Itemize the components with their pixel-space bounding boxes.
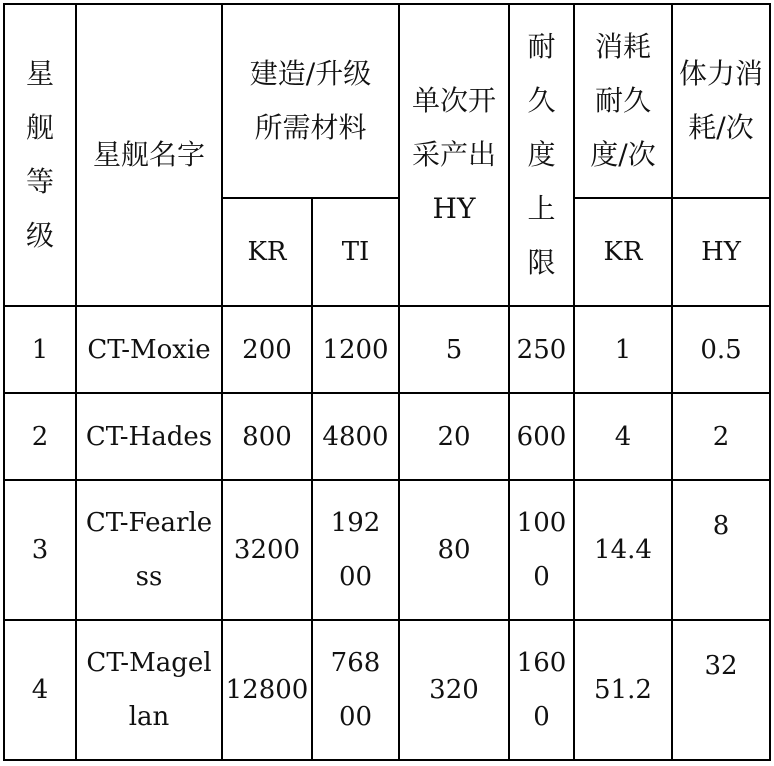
header-durability: 耐久度上限: [509, 4, 574, 306]
cell-stamina: 32: [672, 620, 770, 760]
table-row: [4, 620, 770, 760]
cell-durability-cost: 51.2: [574, 620, 672, 760]
cell-name: CT-Fearless: [76, 480, 222, 620]
cell-level: 2: [4, 393, 76, 480]
cell-ti: 76800: [312, 620, 399, 760]
cell-durability-cost: 1: [574, 306, 672, 393]
header-name: 星舰名字: [76, 4, 222, 306]
table-row: [4, 393, 770, 480]
cell-output: 5: [399, 306, 509, 393]
cell-ti: 19200: [312, 480, 399, 620]
cell-output: 80: [399, 480, 509, 620]
cell-level: 4: [4, 620, 76, 760]
header-ti: TI: [312, 198, 399, 306]
header-durability-cost-unit: KR: [574, 198, 672, 306]
header-mining-output: 单次开采产出HY: [399, 4, 509, 306]
ship-stats-table: [3, 3, 771, 761]
cell-output: 320: [399, 620, 509, 760]
cell-kr: 3200: [222, 480, 312, 620]
table-row: [4, 480, 770, 620]
cell-ti: 4800: [312, 393, 399, 480]
cell-name: CT-Magellan: [76, 620, 222, 760]
cell-durability: 250: [509, 306, 574, 393]
header-kr: KR: [222, 198, 312, 306]
cell-kr: 12800: [222, 620, 312, 760]
cell-level: 1: [4, 306, 76, 393]
cell-durability-cost: 14.4: [574, 480, 672, 620]
cell-level: 3: [4, 480, 76, 620]
header-stamina-cost-unit: HY: [672, 198, 770, 306]
header-build-materials: 建造/升级所需材料: [222, 4, 399, 198]
cell-stamina: 0.5: [672, 306, 770, 393]
cell-durability-cost: 4: [574, 393, 672, 480]
cell-output: 20: [399, 393, 509, 480]
cell-kr: 200: [222, 306, 312, 393]
cell-name: CT-Hades: [76, 393, 222, 480]
table-row: [4, 306, 770, 393]
cell-stamina: 2: [672, 393, 770, 480]
header-level: 星舰等级: [4, 4, 76, 306]
cell-kr: 800: [222, 393, 312, 480]
cell-durability: 1000: [509, 480, 574, 620]
cell-durability: 600: [509, 393, 574, 480]
cell-durability: 1600: [509, 620, 574, 760]
cell-name: CT-Moxie: [76, 306, 222, 393]
header-stamina-cost: 体力消耗/次: [672, 4, 770, 198]
header-row-1: [4, 4, 770, 198]
header-durability-cost: 消耗耐久度/次: [574, 4, 672, 198]
cell-stamina: 8: [672, 480, 770, 620]
cell-ti: 1200: [312, 306, 399, 393]
